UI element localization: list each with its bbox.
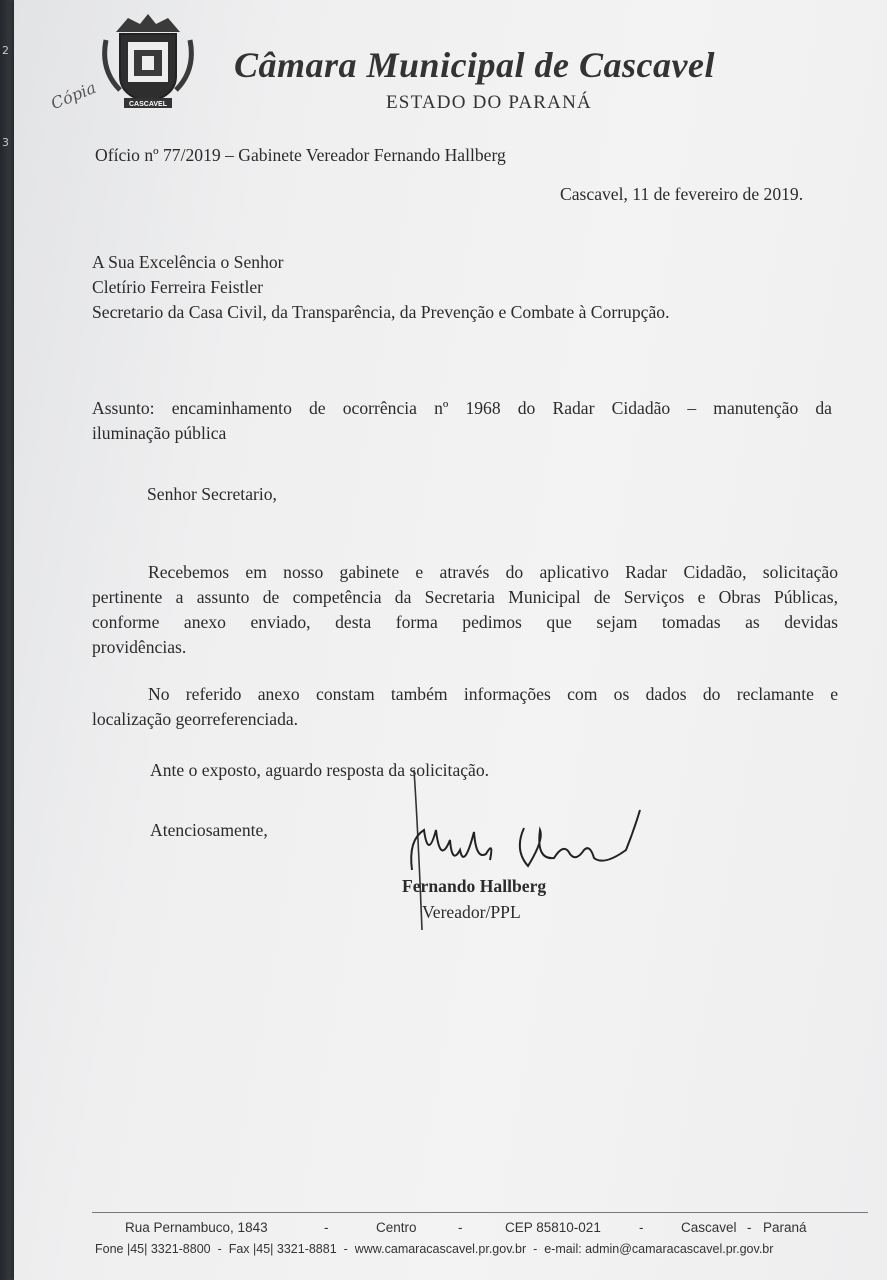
letter-reference: Ofício nº 77/2019 – Gabinete Vereador Fernando Hallberg — [95, 145, 506, 165]
paragraph-line: pertinente a assunto de competência da Secretaria Municipal de Serviços e Obras Públicas, — [92, 587, 838, 607]
footer-divider — [92, 1212, 868, 1213]
handwritten-note: Cópia — [48, 77, 99, 114]
paragraph-line: providências. — [92, 637, 187, 657]
footer-separator: - — [533, 1242, 538, 1256]
edge-number: 3 — [2, 136, 9, 149]
footer-website[interactable]: www.camaracascavel.pr.gov.br — [354, 1242, 527, 1256]
footer-district: Centro — [376, 1220, 417, 1235]
recipient-salutation: A Sua Excelência o Senhor — [92, 252, 284, 272]
state-subtitle: ESTADO DO PARANÁ — [386, 92, 592, 113]
paragraph-line: conforme anexo enviado, desta forma pedimos que sejam tomadas as devidas — [92, 612, 838, 632]
footer-contacts — [95, 1242, 773, 1256]
subject-line: Assunto: encaminhamento de ocorrência nº 1968 do Radar Cidadão – manutenção da — [92, 398, 832, 418]
signer-name: Fernando Hallberg — [402, 876, 547, 896]
footer-cep: CEP 85810-021 — [505, 1220, 601, 1235]
paragraph-line: Recebemos em nosso gabinete e através do aplicativo Radar Cidadão, solicitação — [148, 562, 838, 582]
letter-date: Cascavel, 11 de fevereiro de 2019. — [560, 184, 804, 204]
closing: Atenciosamente, — [150, 820, 268, 840]
footer-state: Paraná — [763, 1220, 807, 1235]
seal-label: CASCAVEL — [129, 101, 167, 108]
institution-title: Câmara Municipal de Cascavel — [234, 45, 715, 85]
footer-phone: Fone |45| 3321-8800 — [95, 1242, 211, 1256]
footer-separator: - — [747, 1220, 752, 1235]
footer-separator: - — [324, 1220, 329, 1235]
footer-email[interactable]: e-mail: admin@camaracascavel.pr.gov.br — [544, 1242, 774, 1256]
paragraph-line: Ante o exposto, aguardo resposta da solicitação. — [150, 760, 490, 780]
footer-fax: Fax |45| 3321-8881 — [228, 1242, 337, 1256]
footer-city: Cascavel — [681, 1220, 737, 1235]
letter-page — [14, 0, 887, 1280]
paragraph-line: No referido anexo constam também informações com os dados do reclamante e — [148, 684, 838, 704]
recipient-name: Cletírio Ferreira Feistler — [92, 277, 263, 297]
footer-separator: - — [639, 1220, 644, 1235]
subject-line: iluminação pública — [92, 423, 227, 443]
signer-title: Vereador/PPL — [422, 902, 521, 922]
coat-of-arms-icon — [98, 10, 198, 110]
footer-separator: - — [458, 1220, 463, 1235]
paragraph-line: localização georreferenciada. — [92, 709, 299, 729]
edge-number: 2 — [2, 44, 9, 57]
greeting: Senhor Secretario, — [147, 484, 277, 504]
footer-separator: - — [343, 1242, 348, 1256]
recipient-position: Secretario da Casa Civil, da Transparência, da Prevenção e Combate à Corrupção. — [92, 302, 670, 322]
footer-separator: - — [217, 1242, 222, 1256]
footer-address: Rua Pernambuco, 1843 — [125, 1220, 268, 1235]
